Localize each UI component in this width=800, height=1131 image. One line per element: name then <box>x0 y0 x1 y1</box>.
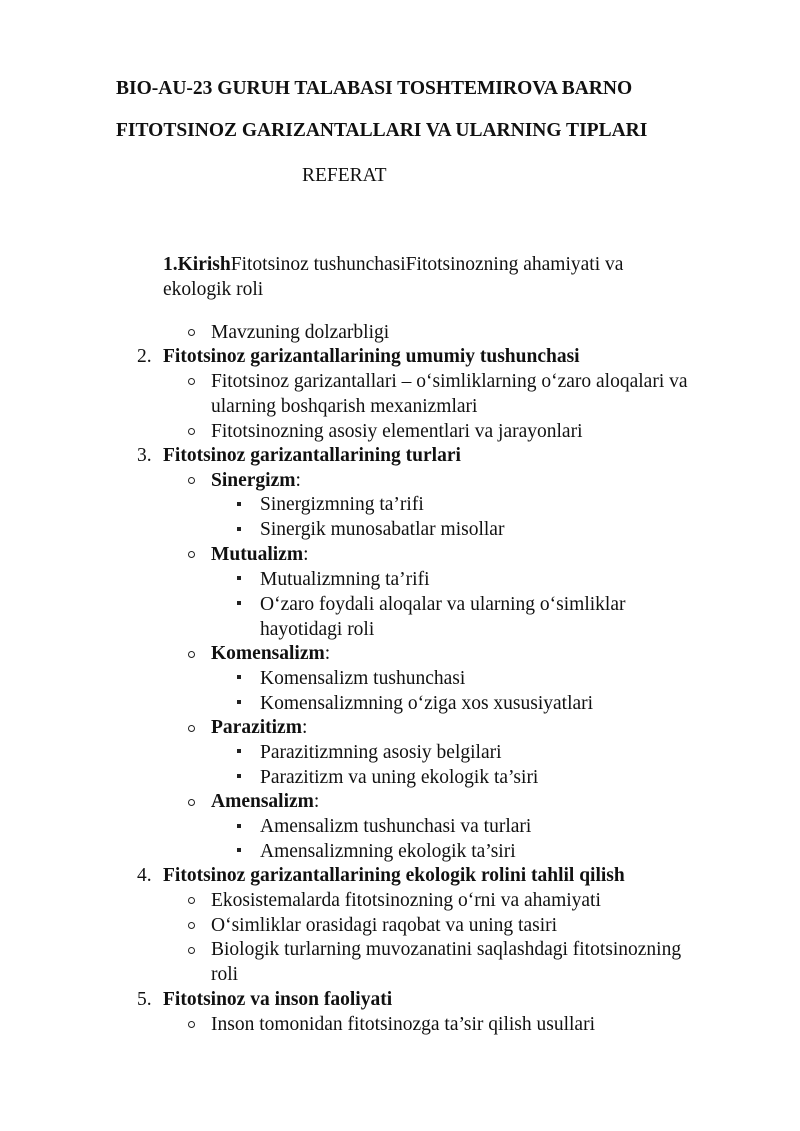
square-bullet-icon <box>237 700 241 704</box>
section-title: Fitotsinoz garizantallarining ekologik rolini tahlil qilish <box>163 865 625 886</box>
circle-bullet-icon <box>188 799 195 806</box>
square-bullet-icon <box>237 675 241 679</box>
circle-bullet-icon <box>188 551 195 558</box>
square-bullet-icon <box>237 749 241 753</box>
square-bullet-icon <box>237 601 241 605</box>
type-item: Amensalizm tushunchasi va turlari <box>260 816 532 837</box>
section-title: Fitotsinoz va inson faoliyati <box>163 989 393 1010</box>
outline-item: Biologik turlarning muvozanatini saqlashdagi fitotsinozning <box>211 939 682 960</box>
intro-line-cont: ekologik roli <box>163 279 264 300</box>
section-number: 3. <box>137 445 152 466</box>
circle-bullet-icon <box>188 378 195 385</box>
type-item: Parazitizm va uning ekologik ta’siri <box>260 767 539 788</box>
section-number: 2. <box>137 346 152 367</box>
outline-item: Ekosistemalarda fitotsinozning o‘rni va ahamiyati <box>211 890 601 911</box>
outline-item: O‘simliklar orasidagi raqobat va uning tasiri <box>211 915 558 936</box>
circle-bullet-icon <box>188 1021 195 1028</box>
type-item: Parazitizmning asosiy belgilari <box>260 742 502 763</box>
type-heading: Sinergizm: <box>211 470 301 491</box>
type-item-cont: hayotidagi roli <box>260 619 375 640</box>
type-item: Amensalizmning ekologik ta’siri <box>260 841 516 862</box>
type-heading: Komensalizm: <box>211 643 331 664</box>
outline-item: Fitotsinoz garizantallari – o‘simliklarning o‘zaro aloqalari va <box>211 371 688 392</box>
square-bullet-icon <box>237 576 241 580</box>
outline-item: Mavzuning dolzarbligi <box>211 322 390 343</box>
circle-bullet-icon <box>188 477 195 484</box>
type-item: Komensalizm tushunchasi <box>260 668 466 689</box>
intro-rest: Fitotsinoz tushunchasiFitotsinozning ahamiyati va <box>230 254 624 275</box>
type-item: Sinergik munosabatlar misollar <box>260 519 505 540</box>
square-bullet-icon <box>237 774 241 778</box>
type-item: Mutualizmning ta’rifi <box>260 569 430 590</box>
document-type: REFERAT <box>302 165 387 186</box>
circle-bullet-icon <box>188 428 195 435</box>
author-line: BIO-AU-23 GURUH TALABASI TOSHTEMIROVA BARNO <box>116 78 633 99</box>
type-heading: Mutualizm: <box>211 544 309 565</box>
type-item: Komensalizmning o‘ziga xos xususiyatlari <box>260 693 594 714</box>
type-item: O‘zaro foydali aloqalar va ularning o‘simliklar <box>260 594 626 615</box>
intro-line <box>163 252 623 277</box>
outline-item: Inson tomonidan fitotsinozga ta’sir qilish usullari <box>211 1014 596 1035</box>
type-heading: Parazitizm: <box>211 717 308 738</box>
outline-item-cont: roli <box>211 964 239 985</box>
circle-bullet-icon <box>188 329 195 336</box>
circle-bullet-icon <box>188 651 195 658</box>
outline-item: Fitotsinozning asosiy elementlari va jarayonlari <box>211 421 583 442</box>
document-title: FITOTSINOZ GARIZANTALLARI VA ULARNING TIPLARI <box>116 120 648 141</box>
section-number: 4. <box>137 865 152 886</box>
square-bullet-icon <box>237 848 241 852</box>
square-bullet-icon <box>237 527 241 531</box>
section-number: 5. <box>137 989 152 1010</box>
type-item: Sinergizmning ta’rifi <box>260 494 424 515</box>
circle-bullet-icon <box>188 922 195 929</box>
intro-bold: 1.Kirish <box>163 254 231 275</box>
circle-bullet-icon <box>188 725 195 732</box>
circle-bullet-icon <box>188 897 195 904</box>
square-bullet-icon <box>237 824 241 828</box>
section-title: Fitotsinoz garizantallarining turlari <box>163 445 461 466</box>
circle-bullet-icon <box>188 947 195 954</box>
square-bullet-icon <box>237 502 241 506</box>
section-title: Fitotsinoz garizantallarining umumiy tushunchasi <box>163 346 580 367</box>
outline-item-cont: ularning boshqarish mexanizmlari <box>211 396 478 417</box>
type-heading: Amensalizm: <box>211 791 320 812</box>
